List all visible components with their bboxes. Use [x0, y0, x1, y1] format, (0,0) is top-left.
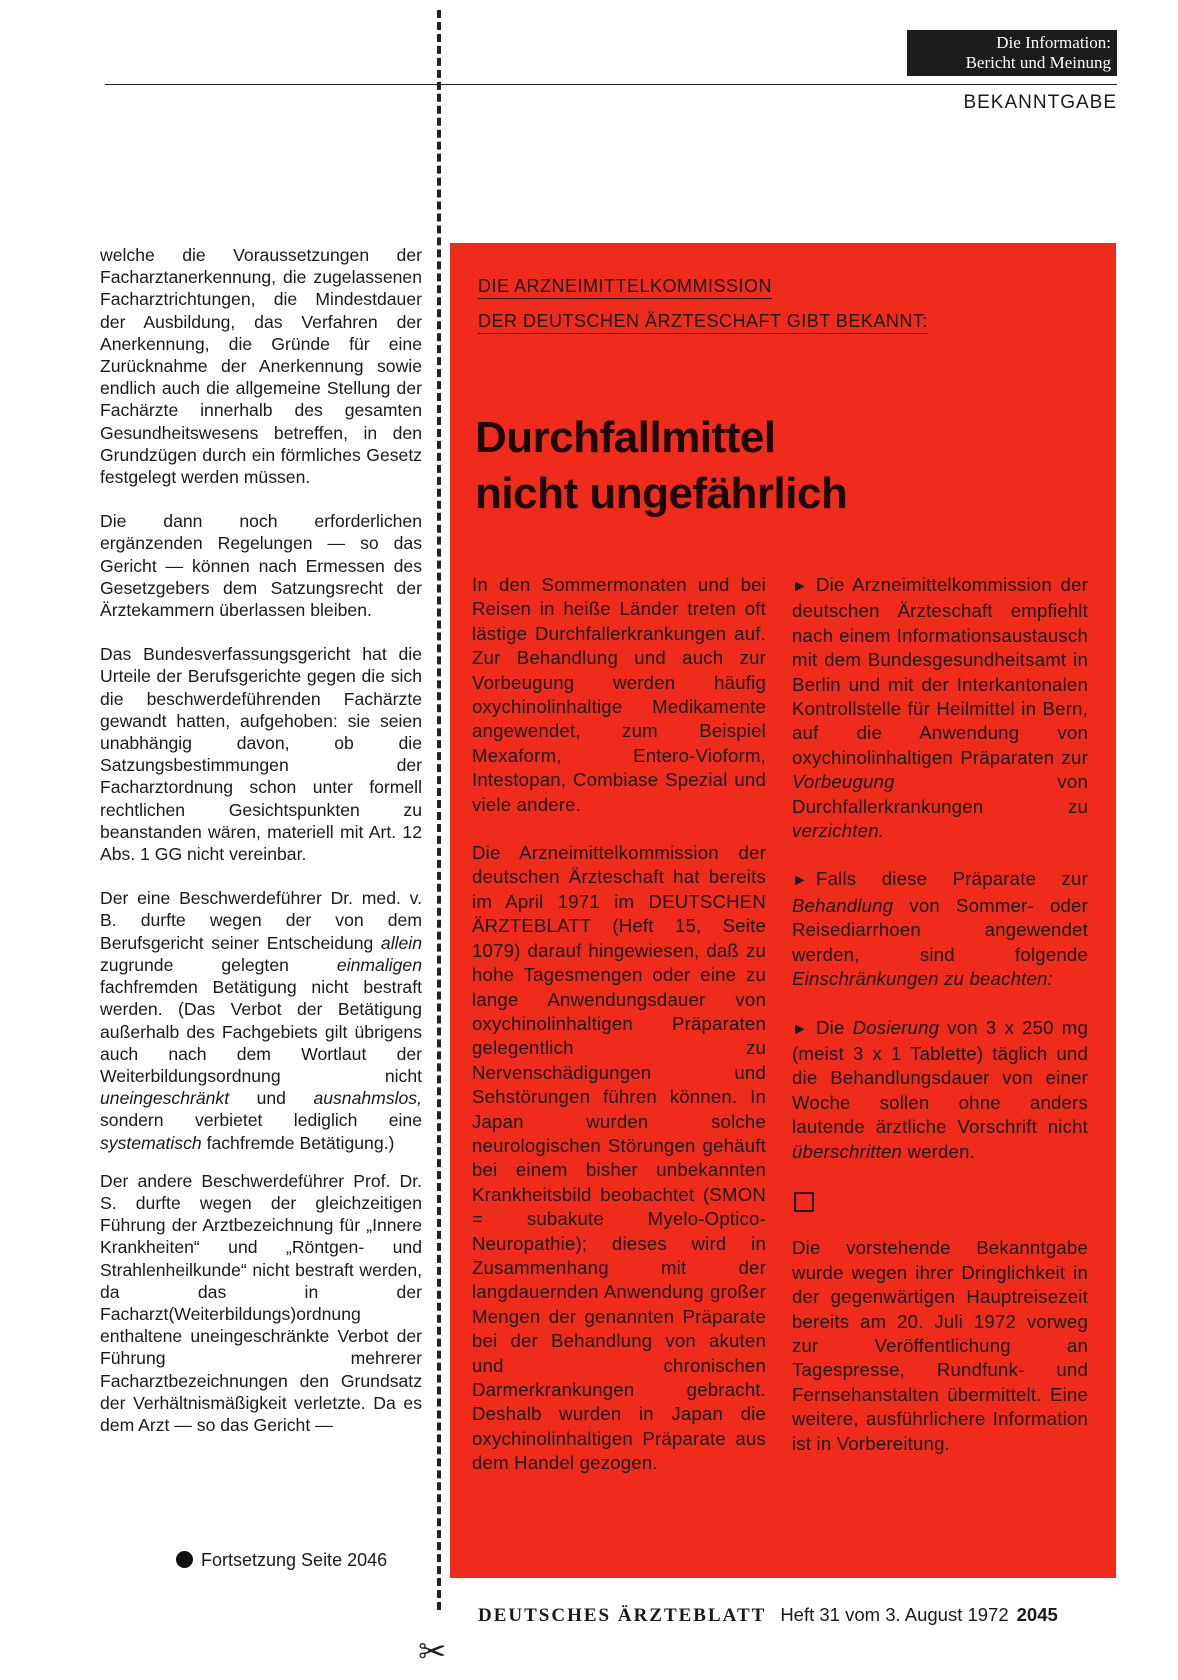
left-paragraph-5: Der andere Beschwerdeführer Prof. Dr. S. durfte wegen der gleichzeitigen Führung der Arztbezeichnung für „Innere Krankheiten“ und „Röntgen- und Strahlenheilkunde“ nicht bestraft werden, da das in der Facharzt(Weiterbildungs)ordnung enthaltene uneingeschränkte Verbot der Führung mehrerer Facharztbezeichnungen den Grundsatz der Verhältnismäßigkeit verletzte. Da es dem Arzt — so das Gericht — [100, 1170, 422, 1435]
red-column-2 [792, 573, 1088, 1480]
continued-text: Fortsetzung Seite 2046 [201, 1550, 388, 1570]
cut-line [437, 10, 441, 1610]
emphasis: Einschränkungen zu beachten: [792, 968, 1053, 990]
announcement-header [478, 270, 928, 340]
headline-line-1: Durchfallmittel [475, 413, 776, 462]
section-badge [907, 30, 1117, 76]
red-column-1 [472, 573, 766, 1500]
text-run: zugrunde gelegten [100, 954, 337, 975]
magazine-name: DEUTSCHES ÄRZTEBLATT [478, 1605, 767, 1626]
headline-line-2: nicht ungefährlich [475, 469, 848, 518]
red2-paragraph-4: Die vorstehende Bekanntgabe wurde wegen ihrer Dringlichkeit in der gegenwärtigen Hauptreisezeit bereits am 20. Juli 1972 vorweg zur Veröffentlichung an Tagespresse, Rundfunk- und Fernsehanstalten übermittelt. Eine weitere, ausführlichere Information ist in Vorbereitung. [792, 1237, 1088, 1454]
left-paragraph-1: welche die Voraussetzungen der Facharztanerkennung, die zugelassenen Facharztrichtungen, die Mindestdauer der Ausbildung, das Verfahren der Anerkennung, die Gründe für eine Zurücknahme der Anerkennung sowie endlich auch die allgemeine Stellung der Fachärzte innerhalb des gesamten Gesundheitswesens betreffen, in den Grundzügen durch ein förmliches Gesetz festgelegt werden müssen. [100, 245, 422, 488]
text-run: fachfremden Betätigung nicht bestraft werden. (Das Verbot der Betätigung außerhalb des Fachgebiets gilt übrigens auch nach dem Wortlaut der Weiterbildungsordnung nicht [100, 977, 422, 1086]
text-run: und [229, 1088, 314, 1109]
issue-info: Heft 31 vom 3. August 1972 [780, 1604, 1009, 1625]
red2-paragraph-2 [792, 867, 1088, 991]
emphasis: allein [380, 932, 422, 953]
section-kicker: BEKANNTGABE [963, 92, 1117, 113]
text-run: werden. [902, 1140, 976, 1162]
emphasis: verzichten. [792, 820, 885, 842]
section-line-1: Die Information: [996, 33, 1111, 52]
bullet-dot-icon [176, 1551, 193, 1568]
text-run: von 3 x 250 mg (meist 3 x 1 Tablette) täglich und die Behandlungsdauer von einer Woche sollen ohne anders lautende ärztliche Vorschrift nicht [792, 1016, 1088, 1138]
emphasis: ausnahmslos, [313, 1088, 422, 1109]
red2-paragraph-1 [792, 573, 1088, 843]
announcement-line-1: DIE ARZNEIMITTELKOMMISSION [478, 274, 772, 299]
text-run: von Sommer- oder Reisediarrhoen angewendet werden, sind folgende [792, 894, 1088, 965]
left-paragraph-4 [100, 887, 422, 1153]
end-square-icon [794, 1192, 814, 1212]
continued-note [176, 1550, 387, 1571]
section-line-2: Bericht und Meinung [965, 53, 1111, 72]
text-run: Falls diese Präparate zur [816, 868, 1088, 890]
red2-paragraph-3 [792, 1016, 1088, 1164]
emphasis: überschritten [792, 1140, 903, 1162]
left-column [100, 244, 422, 1458]
text-run: sondern verbietet lediglich eine [100, 1110, 422, 1131]
left-paragraph-3: Das Bundesverfassungsgericht hat die Urteile der Berufsgerichte gegen die sich die beschwerdeführenden Fachärzte gewandt hatten, aufgehoben: sie seien unabhängig davon, ob die Satzungsbestimmungen der Facharztordnung schon unter formell rechtlichen Gesichtspunkten zu beanstanden wären, materiell mit Art. 12 Abs. 1 GG nicht vereinbar. [100, 644, 422, 865]
scissors-icon: ✂ [418, 1633, 447, 1671]
text-run: Die Arzneimittelkommission der deutschen Ärzteschaft empfiehlt nach einem Informationsaustausch mit dem Bundesgesundheitsamt in Berlin und mit der Interkantonalen Kontrollstelle für Heilmittel in Bern, auf die Anwendung von oxychinolinhaltigen Präparaten zur [792, 574, 1088, 768]
announcement-line-2: DER DEUTSCHEN ÄRZTESCHAFT GIBT BEKANNT: [478, 309, 928, 334]
emphasis: Vorbeugung [792, 771, 895, 793]
page-number: 2045 [1016, 1604, 1058, 1625]
header-rule [105, 84, 1117, 85]
text-run: Der eine Beschwerdeführer Dr. med. v. B. durfte wegen der von dem Berufsgericht seiner Entscheidung [100, 888, 422, 953]
red1-paragraph-2: Die Arzneimittelkommission der deutschen Ärzteschaft hat bereits im April 1971 im DEUTSCHEN ÄRZTEBLATT (Heft 15, Seite 1079) darauf hingewiesen, daß zu hohe Tagesmengen oder eine zu lange Anwendungsdauer von oxychinolinhaltigen Präparaten gelegentlich zu Nervenschädigungen und Sehstörungen führen können. In Japan wurden solche neurologischen Störungen gehäuft bei einem bisher unbekannten Krankheitsbild beobachtet (SMON = subakute Myelo-Optico-Neuropathie); dieses wird in Zusammenhang mit der langdauernden Anwendung großer Mengen der genannten Präparate bei der Behandlung von akuten und chronischen Darmerkrankungen gebracht. Deshalb wurden in Japan die oxychinolinhaltigen Präparate aus dem Handel gezogen. [472, 842, 766, 1474]
emphasis: Dosierung [852, 1016, 940, 1038]
page-footer [478, 1604, 1058, 1627]
headline [475, 410, 847, 522]
emphasis: einmaligen [336, 954, 422, 975]
triangle-bullet-icon: ► [792, 578, 809, 595]
left-paragraph-2: Die dann noch erforderlichen ergänzenden Regelungen — so das Gericht — können nach Ermessen des Gesetzgebers dem Satzungsrecht der Ärztekammern überlassen bleiben. [100, 511, 422, 621]
emphasis: Behandlung [792, 894, 894, 916]
text-run: Die [816, 1016, 853, 1038]
text-run: von Durchfallerkrankungen zu [792, 771, 1088, 817]
red1-paragraph-1: In den Sommermonaten und bei Reisen in heiße Länder treten oft lästige Durchfallerkrankungen auf. Zur Behandlung und auch zur Vorbeugung werden häufig oxychinolinhaltige Medikamente angewendet, zum Beispiel Mexaform, Entero-Vioform, Intestopan, Combiase Spezial und viele andere. [472, 574, 766, 815]
triangle-bullet-icon: ► [792, 1020, 809, 1038]
triangle-bullet-icon: ► [792, 872, 809, 890]
text-run: fachfremde Betätigung.) [201, 1132, 395, 1153]
emphasis: systematisch [100, 1132, 202, 1153]
emphasis: uneingeschränkt [100, 1088, 230, 1109]
